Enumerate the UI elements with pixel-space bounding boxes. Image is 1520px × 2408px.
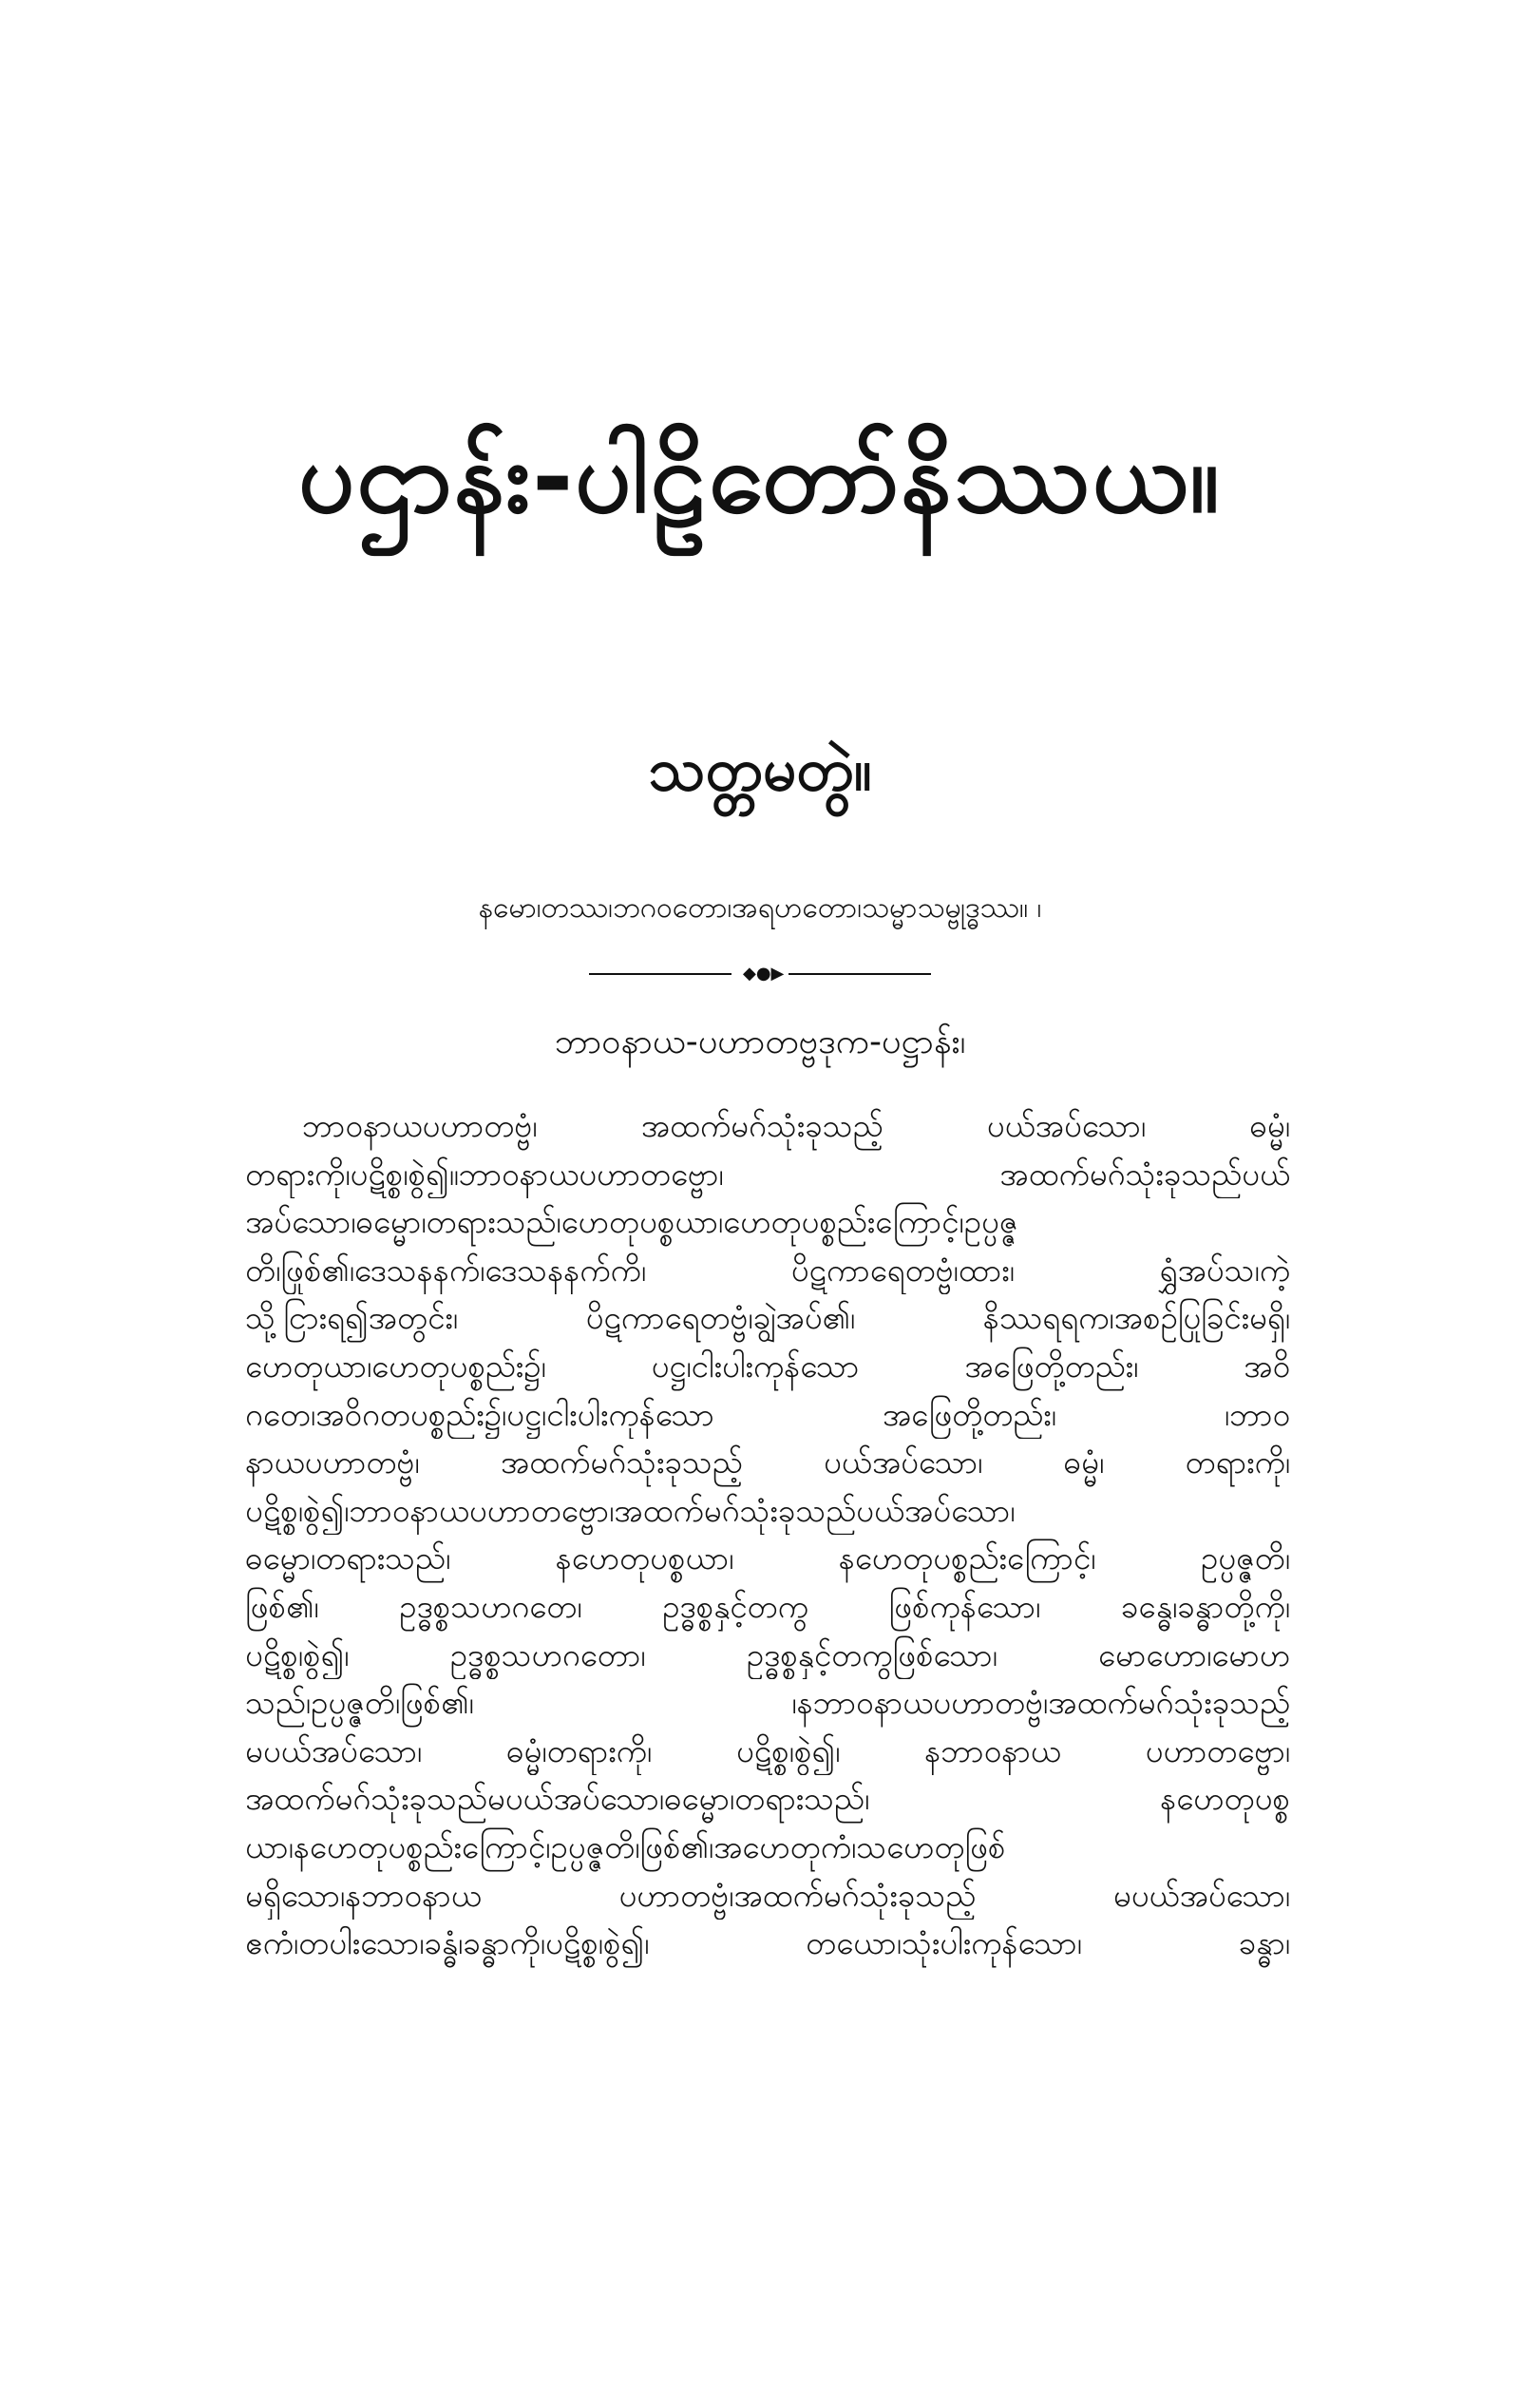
divider-line-left: [589, 973, 732, 975]
body-line: သို့ငြားရ၍အတွင်း၊ ပိဋကာရေတဗ္ဗံ၊ချွဲအပ်၏၊ နိဿရရက၊အစဉ်ပြုခြင်းမရှိ၊: [245, 1299, 1290, 1337]
body-line: ဂတေ၊အဝိဂတပစ္စည်း၌၊ပဋ္ဌ၊ငါးပါးကုန်သော အဖြေတို့တည်း၊ ၊ဘာဝ: [245, 1395, 1290, 1433]
body-line: ဓမ္မော၊တရားသည်၊ နဟေတုပစ္စယာ၊ နဟေတုပစ္စည်းကြောင့်၊ ဥပ္ပဇ္ဇတိ၊: [245, 1539, 1290, 1577]
divider-line-right: [788, 973, 931, 975]
body-line: အထက်မဂ်သုံးခုသည်မပယ်အပ်သော၊ဓမ္မော၊တရားသည်၊ နဟေတုပစ္စ: [245, 1780, 1290, 1818]
body-line: ပဋိစ္စ၊စွဲ၍၊ ဥဒ္ဓစ္စသဟဂတော၊ ဥဒ္ဓစ္စနှင့်တကွဖြစ်သော၊ မောဟော၊မောဟ: [245, 1635, 1290, 1673]
body-line: ဖြစ်၏၊ ဥဒ္ဓစ္စသဟဂတေ၊ ဥဒ္ဓစ္စနှင့်တကွ ဖြစ်ကုန်သော၊ ခန္ဓေ၊ခန္ဓာတို့ကို၊: [245, 1587, 1290, 1625]
body-line: မရှိသော၊နဘာဝနာယ ပဟာတဗ္ဗံ၊အထက်မဂ်သုံးခုသည့် မပယ်အပ်သော၊: [245, 1876, 1290, 1914]
volume-subtitle: သတ္တမတွဲ။: [648, 735, 872, 804]
body-line: နာယပဟာတဗ္ဗံ၊ အထက်မဂ်သုံးခုသည့် ပယ်အပ်သော၊ ဓမ္မံ၊ တရားကို၊: [245, 1443, 1290, 1481]
body-line: ဟေတုယာ၊ဟေတုပစ္စည်း၌၊ ပဋ္ဌ၊ငါးပါးကုန်သော အဖြေတို့တည်း၊ အဝိ: [245, 1347, 1290, 1385]
body-line: အပ်သော၊ဓမ္မော၊တရားသည်၊ဟေတုပစ္စယာ၊ဟေတုပစ္စည်းကြောင့်၊ဥပ္ပဇ္ဇ: [245, 1203, 1018, 1241]
body-line: သည်၊ဥပ္ပဇ္ဇတိ၊ဖြစ်၏၊ ၊နဘာဝနာယပဟာတဗ္ဗံ၊အထက်မဂ်သုံးခုသည့်: [245, 1684, 1290, 1722]
body-line: ယာ၊နဟေတုပစ္စည်းကြောင့်၊ဥပ္ပဇ္ဇတိ၊ဖြစ်၏၊အဟေတုကံ၊သဟေတုဖြစ်: [245, 1827, 1006, 1865]
ornament-glyph: ◆●▶: [743, 964, 785, 984]
homage-line: နမော၊တဿ၊ဘဂဝတော၊အရဟတော၊သမ္မာသမ္ဗုဒ္ဓဿ။ ၊: [478, 891, 1042, 925]
body-line: တိ၊ဖြစ်၏၊ဒေသနနက်၊ဒေသနနက်ကို၊ ပိဋကာရေတဗ္ဗံ၊ထား၊ ရွှံအပ်သ၊ကဲ့: [245, 1251, 1290, 1289]
body-line: တရားကို၊ပဋိစ္စ၊စွဲ၍။ဘာဝနာယပဟာတဗ္ဗော၊ အထက်မဂ်သုံးခုသည်ပယ်: [245, 1155, 1290, 1193]
body-line: မပယ်အပ်သော၊ ဓမ္မံ၊တရားကို၊ ပဋိစ္စ၊စွဲ၍၊ နဘာဝနာယ ပဟာတဗ္ဗော၊: [245, 1731, 1290, 1769]
body-line: ဧကံ၊တပါးသော၊ခန္ဓံ၊ခန္ဓာကို၊ပဋိစ္စ၊စွဲ၍၊ တယော၊သုံးပါးကုန်သော၊ ခန္ဓာ၊: [245, 1924, 1290, 1962]
body-line: ပဋိစ္စ၊စွဲ၍၊ဘာဝနာယပဟာတဗ္ဗော၊အထက်မဂ်သုံးခုသည်ပယ်အပ်သော၊: [245, 1491, 1016, 1529]
ornament-divider: [589, 960, 931, 988]
book-title: ပဌာန်း-ပါဠိတော်နိဿယ။: [298, 419, 1222, 535]
body-text: [245, 1102, 1290, 1968]
body-line: ဘာဝနာယပဟာတဗ္ဗံ၊ အထက်မဂ်သုံးခုသည့် ပယ်အပ်သော၊ ဓမ္မံ၊: [302, 1107, 1290, 1144]
section-heading: ဘာဝနာယ-ပဟာတဗ္ဗဒုက-ပဋ္ဌာန်း၊: [554, 1022, 966, 1061]
